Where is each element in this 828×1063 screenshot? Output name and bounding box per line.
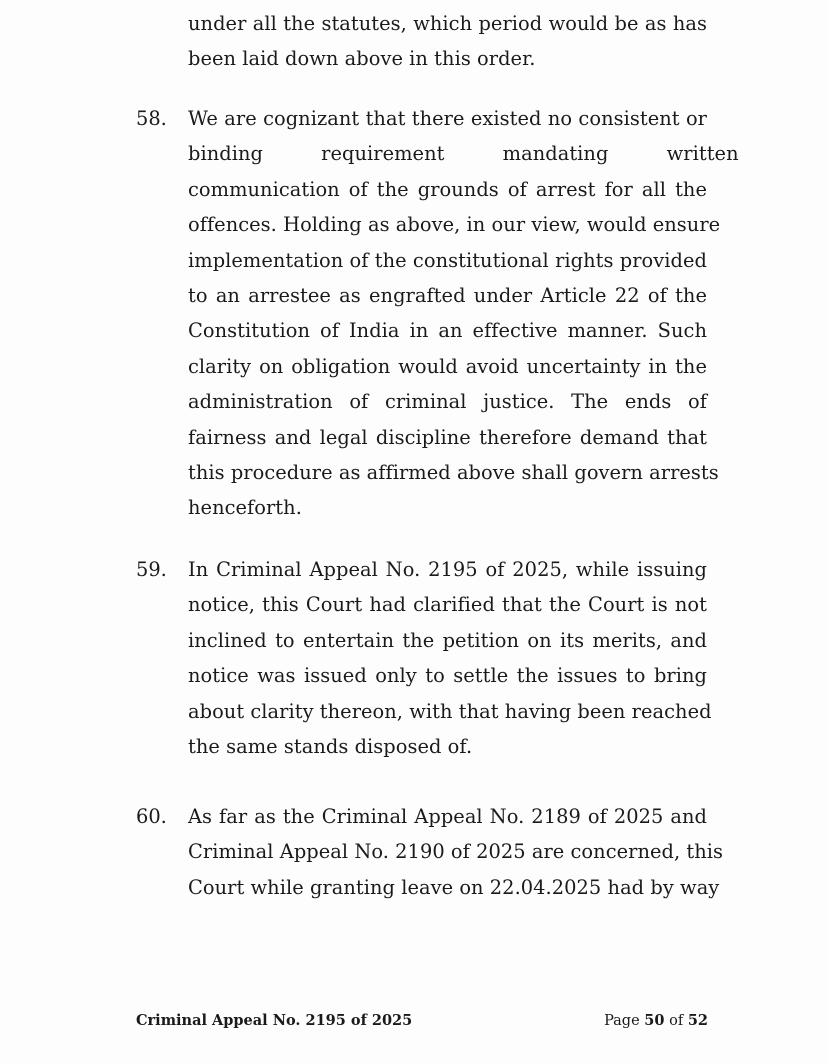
paragraph-line: Constitution of India in an effective manner. Such [188, 319, 707, 343]
paragraph-line: communication of the grounds of arrest for all the [188, 177, 707, 201]
page-total: 52 [687, 1012, 708, 1029]
paragraph-60 [188, 799, 724, 905]
paragraph-line: this procedure as affirmed above shall govern arrests [188, 460, 719, 484]
paragraph-number: 58. [136, 107, 167, 130]
page-current: 50 [644, 1012, 665, 1029]
paragraph-58 [188, 101, 739, 526]
paragraph-line: In Criminal Appeal No. 2195 of 2025, while issuing [188, 558, 707, 581]
paragraph-line: Criminal Appeal No. 2190 of 2025 are concerned, this [188, 840, 724, 864]
paragraph-line: Court while granting leave on 22.04.2025 had by way [188, 875, 720, 899]
paragraph-line: implementation of the constitutional rights provided [188, 248, 707, 272]
paragraph-number: 60. [136, 805, 167, 828]
paragraph-line: henceforth. [188, 496, 302, 520]
paragraph-line: the same stands disposed of. [188, 734, 473, 758]
intro-paragraph [188, 6, 707, 77]
paragraph-line: administration of criminal justice. The ends of [188, 390, 707, 414]
paragraph-line: binding requirement mandating written [188, 142, 739, 166]
paragraph-line: notice was issued only to settle the issues to bring [188, 664, 707, 688]
footer-page-number [604, 1012, 708, 1029]
paragraph-line: inclined to entertain the petition on its merits, and [188, 628, 707, 652]
paragraph-line: been laid down above in this order. [188, 47, 536, 71]
paragraph-line: under all the statutes, which period would be as has [188, 12, 707, 35]
page-word: Page [604, 1013, 640, 1029]
paragraph-59 [188, 552, 712, 764]
paragraph-line: As far as the Criminal Appeal No. 2189 of 2025 and [188, 805, 707, 828]
paragraph-line: notice, this Court had clarified that the Court is not [188, 593, 707, 617]
paragraph-line: clarity on obligation would avoid uncertainty in the [188, 354, 707, 378]
paragraph-number: 59. [136, 558, 167, 581]
paragraph-line: offences. Holding as above, in our view, would ensure [188, 213, 721, 237]
paragraph-line: to an arrestee as engrafted under Article 22 of the [188, 283, 707, 307]
paragraph-line: about clarity thereon, with that having been reached [188, 699, 712, 723]
paragraph-line: fairness and legal discipline therefore demand that [188, 425, 707, 449]
paragraph-line: We are cognizant that there existed no consistent or [188, 107, 707, 130]
footer-case-title: Criminal Appeal No. 2195 of 2025 [136, 1012, 413, 1029]
page-of: of [669, 1013, 684, 1029]
